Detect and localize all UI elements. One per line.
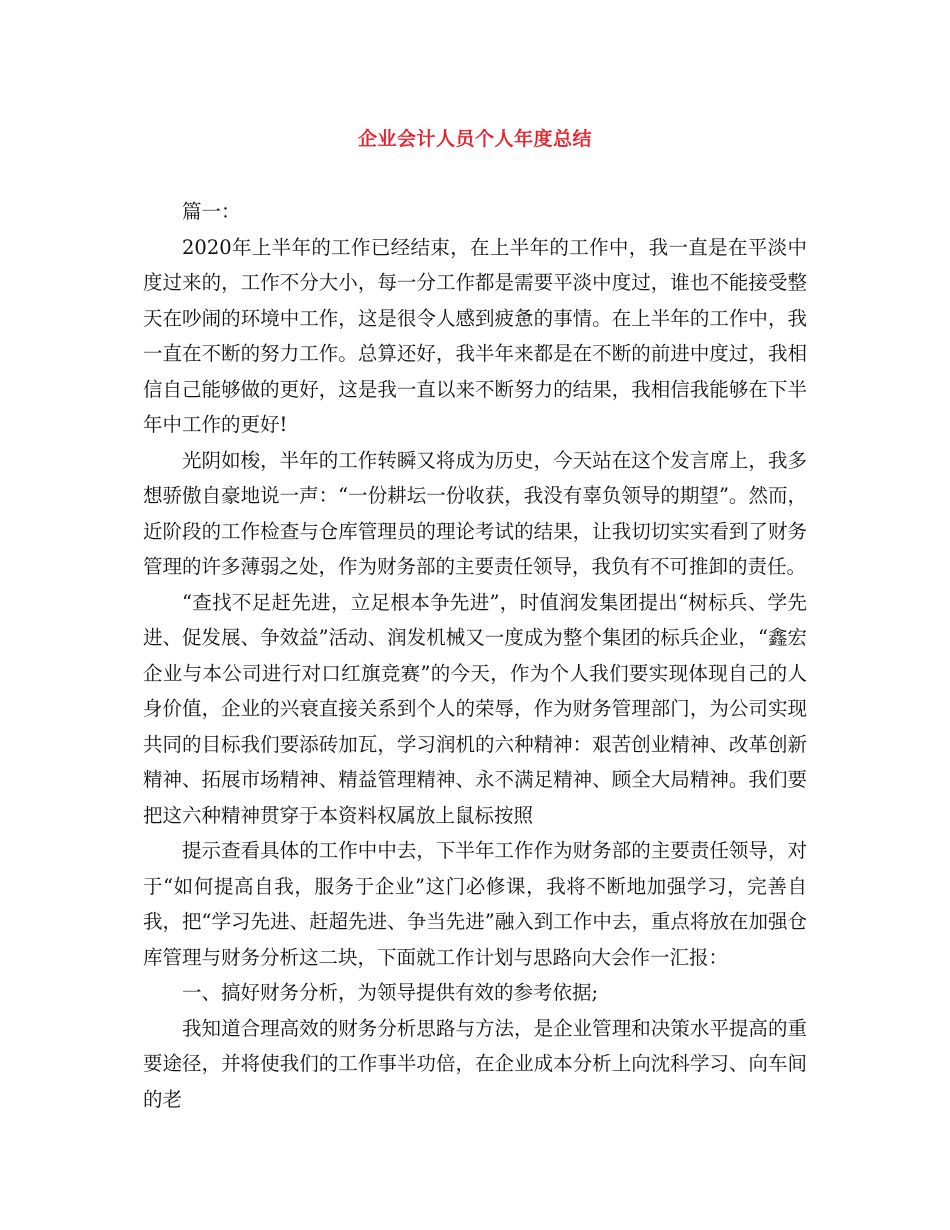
paragraph: 提示查看具体的工作中中去，下半年工作作为财务部的主要责任领导，对于“如何提高自我，服务于企业”这门必修课，我将不断地加强学习，完善自我，把“学习先进、赶超先进、争当先进”融入到工作中去，重点将放在加强仓库管理与财务分析这二块，下面就工作计划与思路向大会作一汇报： (143, 839, 807, 969)
paragraph: 光阴如梭，半年的工作转瞬又将成为历史，今天站在这个发言席上，我多想骄傲自豪地说一声：“一份耕坛一份收获，我没有辜负领导的期望”。然而，近阶段的工作检查与仓库管理员的理论考试的结果，让我切切实实看到了财务管理的许多薄弱之处，作为财务部的主要责任领导，我负有不可推卸的责任。 (143, 448, 807, 578)
section-heading: 篇一： (182, 200, 241, 223)
paragraph: 一、搞好财务分析，为领导提供有效的参考依据; (182, 981, 599, 1004)
document-title: 企业会计人员个人年度总结 (357, 128, 592, 150)
paragraph: 我知道合理高效的财务分析思路与方法，是企业管理和决策水平提高的重要途径，并将使我们的工作事半功倍，在企业成本分析上向沈科学习、向车间的老 (143, 1016, 807, 1111)
document-body (143, 194, 807, 1117)
paragraph: 2020年上半年的工作已经结束，在上半年的工作中，我一直是在平淡中度过来的，工作不分大小，每一分工作都是需要平淡中度过，谁也不能接受整天在吵闹的环境中工作，这是很令人感到疲惫的事情。在上半年的工作中，我一直在不断的努力工作。总算还好，我半年来都是在不断的前进中度过，我相信自己能够做的更好，这是我一直以来不断努力的结果，我相信我能够在下半年中工作的更好! (143, 235, 807, 436)
paragraph: “查找不足赶先进，立足根本争先进”，时值润发集团提出“树标兵、学先进、促发展、争效益”活动、润发机械又一度成为整个集团的标兵企业，“鑫宏企业与本公司进行对口红旗竞赛”的今天，作为个人我们要实现体现自己的人身价值，企业的兴衰直接关系到个人的荣辱，作为财务管理部门，为公司实现共同的目标我们要添砖加瓦，学习润机的六种精神：艰苦创业精神、改革创新精神、拓展市场精神、精益管理精神、永不满足精神、顾全大局精神。我们要把这六种精神贯穿于本资料权属放上鼠标按照 (143, 590, 807, 827)
